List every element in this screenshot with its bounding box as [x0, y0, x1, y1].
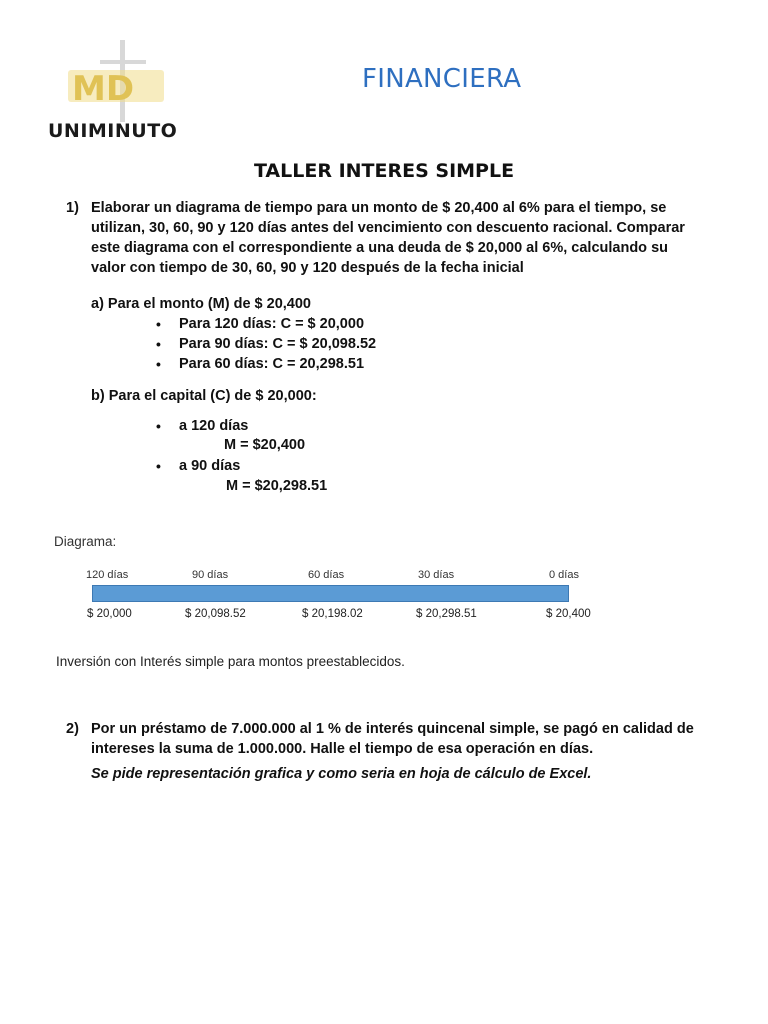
question-1-text	[91, 198, 731, 278]
timeline-bottom-label: $ 20,000	[87, 608, 132, 620]
timeline-top-label: 60 días	[308, 569, 345, 581]
part-b-bullet	[156, 416, 249, 437]
part-a-bullet	[156, 354, 365, 375]
part-a-bullet	[156, 334, 377, 355]
timeline-bottom-label: $ 20,198.02	[302, 608, 363, 620]
question-1-line: este diagrama con el correspondiente a una deuda de $ 20,000 al 6%, calculando su	[91, 240, 668, 256]
bullet-dot: •	[156, 458, 161, 474]
question-1-line: utilizan, 30, 60, 90 y 120 días antes del vencimiento con descuento racional. Comparar	[91, 220, 685, 236]
part-a-heading: a) Para el monto (M) de $ 20,400	[91, 296, 311, 312]
document-title: TALLER INTERES SIMPLE	[253, 160, 515, 182]
question-2-text	[91, 719, 731, 759]
bullet-text: a 90 días	[179, 458, 241, 474]
part-b-bullet	[156, 456, 241, 477]
timeline-bar	[92, 585, 569, 602]
question-2-note: Se pide representación grafica y como seria en hoja de cálculo de Excel.	[91, 766, 592, 782]
question-2-line: intereses la suma de 1.000.000. Halle el tiempo de esa operación en días.	[91, 741, 594, 757]
bullet-text: Para 90 días: C = $ 20,098.52	[179, 336, 377, 352]
timeline-top-label: 30 días	[418, 569, 455, 581]
bullet-dot: •	[156, 316, 161, 332]
bullet-dot: •	[156, 356, 161, 372]
part-a-bullet	[156, 314, 365, 335]
timeline-bottom-label: $ 20,400	[546, 608, 591, 620]
logo-wordmark: UNIMINUTO	[48, 120, 178, 142]
part-b-value: M = $20,400	[224, 437, 306, 453]
bullet-text: a 120 días	[179, 418, 249, 434]
diagram-caption: Inversión con Interés simple para montos preestablecidos.	[56, 654, 405, 669]
diagram-label: Diagrama:	[54, 534, 117, 549]
timeline-top-label: 120 días	[86, 569, 129, 581]
question-1-number: 1)	[66, 200, 79, 216]
question-1-line: Elaborar un diagrama de tiempo para un monto de $ 20,400 al 6% para el tiempo, se	[91, 200, 667, 216]
question-1-line: valor con tiempo de 30, 60, 90 y 120 después de la fecha inicial	[91, 260, 524, 276]
part-b-value: M = $20,298.51	[226, 478, 328, 494]
bullet-dot: •	[156, 336, 161, 352]
part-b-heading: b) Para el capital (C) de $ 20,000:	[91, 388, 317, 404]
bullet-text: Para 120 días: C = $ 20,000	[179, 316, 365, 332]
bullet-text: Para 60 días: C = 20,298.51	[179, 356, 365, 372]
timeline-top-label: 0 días	[549, 569, 579, 581]
logo-initials: MD	[72, 69, 135, 109]
logo-emblem	[48, 38, 198, 128]
bullet-dot: •	[156, 418, 161, 434]
timeline-bottom-label: $ 20,098.52	[185, 608, 246, 620]
question-2-number: 2)	[66, 721, 79, 737]
timeline-bottom-label: $ 20,298.51	[416, 608, 477, 620]
header-title: FINANCIERA	[362, 64, 522, 94]
question-2-line: Por un préstamo de 7.000.000 al 1 % de interés quincenal simple, se pagó en calidad de	[91, 721, 694, 737]
timeline-top-label: 90 días	[192, 569, 229, 581]
